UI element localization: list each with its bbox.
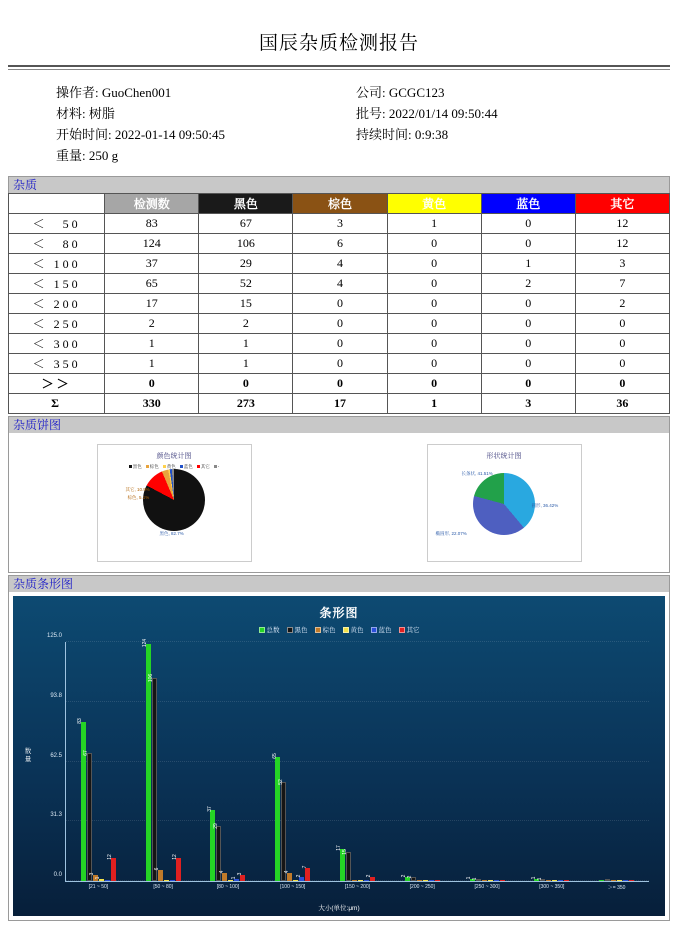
bar-黄色: [617, 880, 622, 881]
bar-黑色: [407, 875, 416, 881]
meta-label-company: 公司:: [356, 85, 386, 100]
cell-black: 2: [199, 314, 293, 334]
shape-pie-label-strip: 长条状, 41.51%: [461, 470, 493, 476]
bar-value-label: 17: [336, 844, 343, 851]
bar-chart-plot-area: [46, 633, 649, 891]
cell-blue: 0: [481, 374, 575, 394]
table-row-total: [9, 394, 670, 414]
bar-value-label: 2: [401, 874, 408, 878]
x-tick-label: [80 ~ 100]: [216, 884, 240, 890]
cell-count: 330: [105, 394, 199, 414]
cell-other: 0: [575, 354, 669, 374]
shape-pie-label-circle: 圆形, 36.42%: [531, 502, 559, 508]
cell-black: 67: [199, 214, 293, 234]
y-axis-label: 数量: [24, 748, 32, 763]
table-row: [9, 234, 670, 254]
cell-yellow: 0: [387, 314, 481, 334]
meta-label-operator: 操作者:: [56, 85, 99, 100]
bar-value-label: 106: [148, 674, 155, 683]
table-row: [9, 374, 670, 394]
bar-group: [519, 642, 584, 890]
table-body: [9, 214, 670, 414]
x-tick-label: [150 ~ 200]: [344, 884, 371, 890]
cell-yellow: 0: [387, 234, 481, 254]
legend-item-yellow: 黄色: [163, 464, 176, 470]
cell-black: 52: [199, 274, 293, 294]
title-divider: [8, 65, 670, 70]
shape-pie-label-ellipse: 椭圆形, 22.07%: [435, 530, 467, 536]
bar-group: [584, 642, 649, 891]
cell-brown: 4: [293, 274, 387, 294]
meta-label-batch: 批号:: [356, 106, 386, 121]
y-tick-label: 62.5: [50, 752, 62, 759]
cell-count: 0: [105, 374, 199, 394]
legend-item-total: 总数: [259, 625, 280, 634]
bar-其它: [564, 880, 569, 881]
cell-count: 1: [105, 354, 199, 374]
x-tick-label: [300 ~ 350]: [539, 884, 565, 890]
meta-row-operator: [56, 82, 338, 103]
bar-value-label: 65: [271, 752, 278, 759]
page-title: 国辰杂质检测报告: [258, 33, 419, 54]
bar-黄色: [552, 880, 557, 881]
bar-黑色: [605, 879, 610, 881]
bar-黑色: [536, 877, 545, 881]
cell-count: 2: [105, 314, 199, 334]
cell-other: 12: [575, 214, 669, 234]
row-label-total: Σ: [9, 394, 105, 414]
bar-棕色: [218, 870, 227, 881]
meta-label-start-time: 开始时间:: [56, 127, 112, 142]
meta-label-weight: 重量:: [56, 148, 86, 163]
color-pie-title: 颜色统计图: [156, 452, 192, 460]
cell-black: 106: [199, 234, 293, 254]
legend-item-yellow: 黄色: [343, 625, 364, 634]
cell-yellow: 0: [387, 354, 481, 374]
cell-yellow: 0: [387, 274, 481, 294]
bar-总数: [271, 752, 280, 881]
bar-value-label: 2: [295, 874, 302, 878]
cell-brown: 0: [293, 294, 387, 314]
bar-group: [455, 642, 520, 890]
y-tick-label: 125.0: [46, 633, 62, 639]
cell-other: 0: [575, 374, 669, 394]
cell-black: 15: [199, 294, 293, 314]
bar-棕色: [352, 880, 357, 881]
impurity-table: [8, 193, 670, 414]
bar-value-label: 7: [301, 865, 308, 869]
bar-棕色: [283, 870, 292, 881]
bar-蓝色: [295, 874, 304, 881]
row-label: ＜ 100: [9, 254, 105, 274]
meta-value-operator: GuoChen001: [101, 85, 172, 100]
bar-value-label: 4: [218, 870, 225, 874]
cell-blue: 0: [481, 314, 575, 334]
shape-pie-title: 形状统计图: [486, 452, 522, 460]
bar-蓝色: [364, 880, 369, 881]
cell-brown: 6: [293, 234, 387, 254]
cell-blue: 0: [481, 294, 575, 314]
cell-blue: 0: [481, 234, 575, 254]
row-label: ＜ 350: [9, 354, 105, 374]
bar-group: [66, 642, 131, 890]
cell-count: 65: [105, 274, 199, 294]
bar-黑色: [277, 778, 286, 881]
cell-blue: 1: [481, 254, 575, 274]
cell-yellow: 0: [387, 254, 481, 274]
bar-棕色: [482, 880, 487, 881]
bar-value-label: 1: [466, 876, 473, 880]
cell-brown: 0: [293, 314, 387, 334]
table-col-brown: 棕色: [293, 194, 387, 214]
meta-value-weight: 250 g: [88, 148, 119, 163]
cell-brown: 4: [293, 254, 387, 274]
meta-right-column: [338, 82, 638, 166]
meta-row-company: [356, 82, 638, 103]
x-axis-label: 大小(单位:μm): [318, 905, 360, 912]
section-header-impurity-table: 杂质: [8, 176, 670, 193]
cell-brown: 0: [293, 374, 387, 394]
meta-value-start-time: 2022-01-14 09:50:45: [114, 127, 226, 142]
bar-value-label: 15: [342, 849, 349, 856]
bar-其它: [629, 880, 634, 881]
x-tick-label: [250 ~ 300]: [474, 884, 500, 890]
table-col-other: 其它: [575, 194, 669, 214]
bar-value-label: 1: [230, 876, 237, 880]
meta-row-weight: [56, 145, 338, 166]
bar-value-label: 2: [407, 875, 414, 879]
bar-value-label: 1: [472, 877, 479, 881]
bar-棕色: [154, 867, 163, 881]
bar-黑色: [342, 849, 351, 881]
cell-black: 273: [199, 394, 293, 414]
color-pie-card: [97, 444, 252, 562]
table-col-blue: 蓝色: [481, 194, 575, 214]
color-pie-label-brown: 棕色, 5.1%: [127, 494, 150, 500]
table-row: [9, 294, 670, 314]
cell-black: 1: [199, 334, 293, 354]
bar-group: [131, 638, 196, 890]
bar-黑色: [472, 877, 481, 881]
cell-brown: 17: [293, 394, 387, 414]
bar-黄色: [228, 880, 233, 881]
cell-blue: 0: [481, 214, 575, 234]
meta-value-material: 树脂: [88, 106, 115, 121]
bar-其它: [366, 874, 375, 881]
cell-count: 17: [105, 294, 199, 314]
meta-label-duration: 持续时间:: [356, 127, 412, 142]
legend-item-brown: 棕色: [315, 625, 336, 634]
x-tick-label: [21 ~ 50]: [88, 884, 109, 890]
meta-value-company: GCGC123: [388, 85, 445, 100]
row-label: ＜ 80: [9, 234, 105, 254]
table-row: [9, 334, 670, 354]
bar-chart-area: [8, 592, 670, 921]
bar-黄色: [95, 876, 104, 881]
report-meta: [8, 80, 670, 174]
shape-pie-card: [427, 444, 582, 562]
legend-item-misc: -: [214, 464, 220, 470]
y-tick-label: 0.0: [53, 872, 62, 878]
bar-蓝色: [494, 880, 499, 881]
bar-总数: [599, 880, 604, 881]
legend-item-blue: 蓝色: [180, 464, 193, 470]
table-row: [9, 214, 670, 234]
cell-count: 83: [105, 214, 199, 234]
section-header-bar-chart: 杂质条形图: [8, 575, 670, 592]
table-row: [9, 314, 670, 334]
table-row: [9, 274, 670, 294]
section-header-pie-charts: 杂质饼图: [8, 416, 670, 433]
bar-黄色: [164, 880, 169, 881]
bar-总数: [77, 718, 86, 881]
bar-group: [325, 642, 390, 890]
bar-chart-title: 条形图: [319, 606, 359, 620]
cell-brown: 3: [293, 214, 387, 234]
bar-黄色: [423, 880, 428, 881]
bar-value-label: 1: [95, 876, 102, 880]
bar-其它: [172, 854, 181, 881]
legend-item-black: 黑色: [129, 464, 142, 470]
color-pie-graphic-wrap: [98, 469, 251, 531]
bar-蓝色: [429, 880, 434, 881]
bar-group: [390, 642, 455, 890]
bar-group: [196, 642, 261, 890]
bar-黄色: [358, 880, 363, 881]
bar-其它: [500, 880, 505, 881]
row-label: ＞＞: [9, 374, 105, 394]
legend-item-other: 其它: [399, 625, 420, 634]
meta-left-column: [8, 82, 338, 166]
bar-value-label: 12: [172, 854, 179, 860]
bar-value-label: 6: [154, 867, 161, 870]
bar-value-label: 67: [83, 750, 90, 756]
cell-brown: 0: [293, 334, 387, 354]
bar-棕色: [611, 880, 616, 881]
color-pie-graphic: [143, 469, 205, 531]
pie-chart-area: [8, 433, 670, 573]
bar-value-label: 29: [212, 822, 219, 829]
y-tick-label: 31.3: [50, 812, 62, 819]
bar-蓝色: [170, 880, 175, 881]
table-col-count: 检测数: [105, 194, 199, 214]
x-tick-label: [100 ~ 150]: [280, 884, 306, 890]
row-label: ＜ 150: [9, 274, 105, 294]
bar-value-label: 12: [107, 854, 114, 860]
meta-row-duration: [356, 124, 638, 145]
bar-value-label: 1: [536, 877, 543, 881]
cell-black: 29: [199, 254, 293, 274]
cell-yellow: 0: [387, 294, 481, 314]
meta-row-batch: [356, 103, 638, 124]
bar-value-label: 3: [89, 872, 96, 876]
color-pie-label-other: 其它, 10.9%: [125, 486, 150, 492]
bar-value-label: 37: [206, 806, 213, 813]
x-tick-label: ＞= 350: [607, 885, 626, 891]
meta-value-batch: 2022/01/14 09:50:44: [388, 106, 498, 121]
bar-黄色: [293, 880, 298, 881]
bar-value-label: 83: [77, 718, 84, 725]
cell-other: 3: [575, 254, 669, 274]
cell-blue: 0: [481, 334, 575, 354]
cell-yellow: 0: [387, 374, 481, 394]
bar-黑色: [83, 750, 92, 881]
shape-pie-graphic: [473, 473, 535, 535]
bar-其它: [435, 880, 440, 881]
bar-其它: [301, 865, 310, 881]
x-tick-label: [50 ~ 80]: [153, 884, 173, 890]
cell-other: 12: [575, 234, 669, 254]
cell-blue: 3: [481, 394, 575, 414]
cell-count: 37: [105, 254, 199, 274]
cell-black: 0: [199, 374, 293, 394]
bar-value-label: 2: [366, 874, 373, 878]
table-col-black: 黑色: [199, 194, 293, 214]
cell-other: 0: [575, 334, 669, 354]
cell-yellow: 1: [387, 394, 481, 414]
row-label: ＜ 300: [9, 334, 105, 354]
y-tick-label: 93.8: [50, 692, 62, 699]
bar-group: [260, 642, 325, 890]
bar-蓝色: [230, 876, 239, 881]
cell-yellow: 1: [387, 214, 481, 234]
cell-count: 124: [105, 234, 199, 254]
cell-blue: 0: [481, 354, 575, 374]
row-label: ＜ 200: [9, 294, 105, 314]
meta-row-start-time: [56, 124, 338, 145]
legend-item-brown: 棕色: [146, 464, 159, 470]
color-pie-label-black: 黑色, 82.7%: [159, 530, 184, 536]
bar-棕色: [417, 880, 422, 881]
meta-value-duration: 0:9:38: [414, 127, 449, 142]
bar-黄色: [488, 880, 493, 881]
table-row: [9, 254, 670, 274]
bar-蓝色: [623, 880, 628, 881]
row-label: ＜ 50: [9, 214, 105, 234]
table-header-row: [9, 194, 670, 214]
bar-chart: [13, 596, 665, 916]
cell-count: 1: [105, 334, 199, 354]
bar-蓝色: [558, 880, 563, 881]
x-tick-label: [200 ~ 250]: [409, 884, 435, 890]
legend-item-other: 其它: [197, 464, 210, 470]
bar-value-label: 52: [277, 778, 284, 785]
cell-other: 7: [575, 274, 669, 294]
row-label: ＜ 250: [9, 314, 105, 334]
bar-value-label: 1: [530, 876, 537, 880]
bar-value-label: 4: [283, 870, 290, 874]
meta-label-material: 材料:: [56, 106, 86, 121]
cell-other: 36: [575, 394, 669, 414]
legend-item-blue: 蓝色: [371, 625, 392, 634]
bar-黑色: [148, 674, 157, 881]
cell-brown: 0: [293, 354, 387, 374]
table-col-yellow: 黄色: [387, 194, 481, 214]
bar-value-label: 3: [236, 872, 243, 876]
cell-yellow: 0: [387, 334, 481, 354]
cell-blue: 2: [481, 274, 575, 294]
bar-其它: [236, 872, 245, 881]
cell-other: 2: [575, 294, 669, 314]
bar-总数: [206, 806, 215, 881]
bar-value-label: 124: [142, 638, 149, 648]
table-row: [9, 354, 670, 374]
bar-chart-legend: [13, 625, 665, 634]
bar-其它: [107, 854, 116, 881]
table-col-blank: [9, 194, 105, 214]
cell-other: 0: [575, 314, 669, 334]
meta-row-material: [56, 103, 338, 124]
bar-蓝色: [105, 880, 110, 881]
cell-black: 1: [199, 354, 293, 374]
legend-item-black: 黑色: [287, 625, 308, 634]
bar-棕色: [546, 880, 551, 881]
